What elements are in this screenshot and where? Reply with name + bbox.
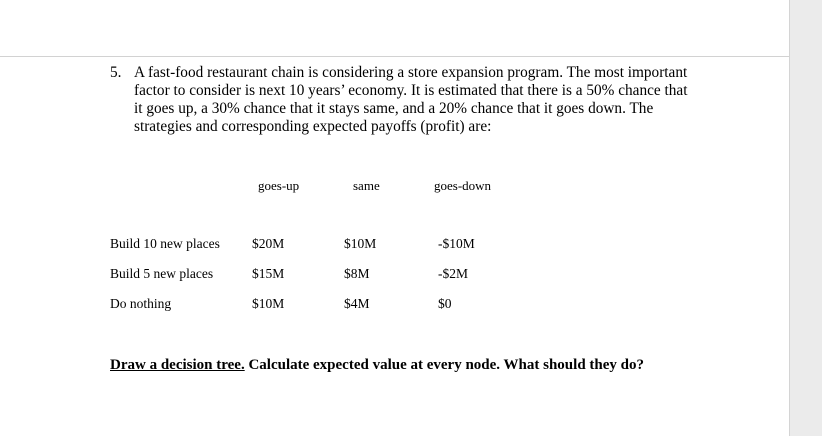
problem-number: 5. bbox=[110, 64, 122, 81]
header-goes-down: goes-down bbox=[434, 178, 492, 193]
cell-build-5-same: $8M bbox=[344, 266, 370, 281]
cell-build-5-down: -$2M bbox=[438, 266, 468, 281]
cell-do-nothing-up: $10M bbox=[252, 296, 285, 311]
page-top-edge bbox=[0, 56, 789, 57]
cell-build-10-down: -$10M bbox=[438, 236, 475, 251]
row-label-build-5: Build 5 new places bbox=[110, 266, 214, 281]
header-same: same bbox=[353, 178, 380, 193]
cell-build-10-same: $10M bbox=[344, 236, 377, 251]
row-label-build-10: Build 10 new places bbox=[110, 236, 220, 251]
cell-do-nothing-same: $4M bbox=[344, 296, 370, 311]
cell-build-5-up: $15M bbox=[252, 266, 285, 281]
task-instruction-underlined: Draw a decision tree. bbox=[110, 357, 245, 373]
problem-text: A fast-food restaurant chain is considering a store expansion program. The most important factor to consider is next 10 years’ economy. It is estimated that there is a 50% chance that it goes up, a 30% chance that it stays same, and a 20% chance that it goes down. The strategies and corresponding expected payoffs (profit) are: bbox=[134, 64, 688, 135]
task-instruction-rest: Calculate expected value at every node. What should they do? bbox=[244, 357, 644, 373]
vertical-scrollbar[interactable] bbox=[789, 0, 822, 436]
cell-do-nothing-down: $0 bbox=[438, 296, 452, 311]
task-instruction bbox=[110, 357, 644, 374]
header-goes-up: goes-up bbox=[258, 178, 300, 193]
cell-build-10-up: $20M bbox=[252, 236, 285, 251]
row-label-do-nothing: Do nothing bbox=[110, 296, 172, 311]
problem-statement bbox=[110, 64, 690, 136]
